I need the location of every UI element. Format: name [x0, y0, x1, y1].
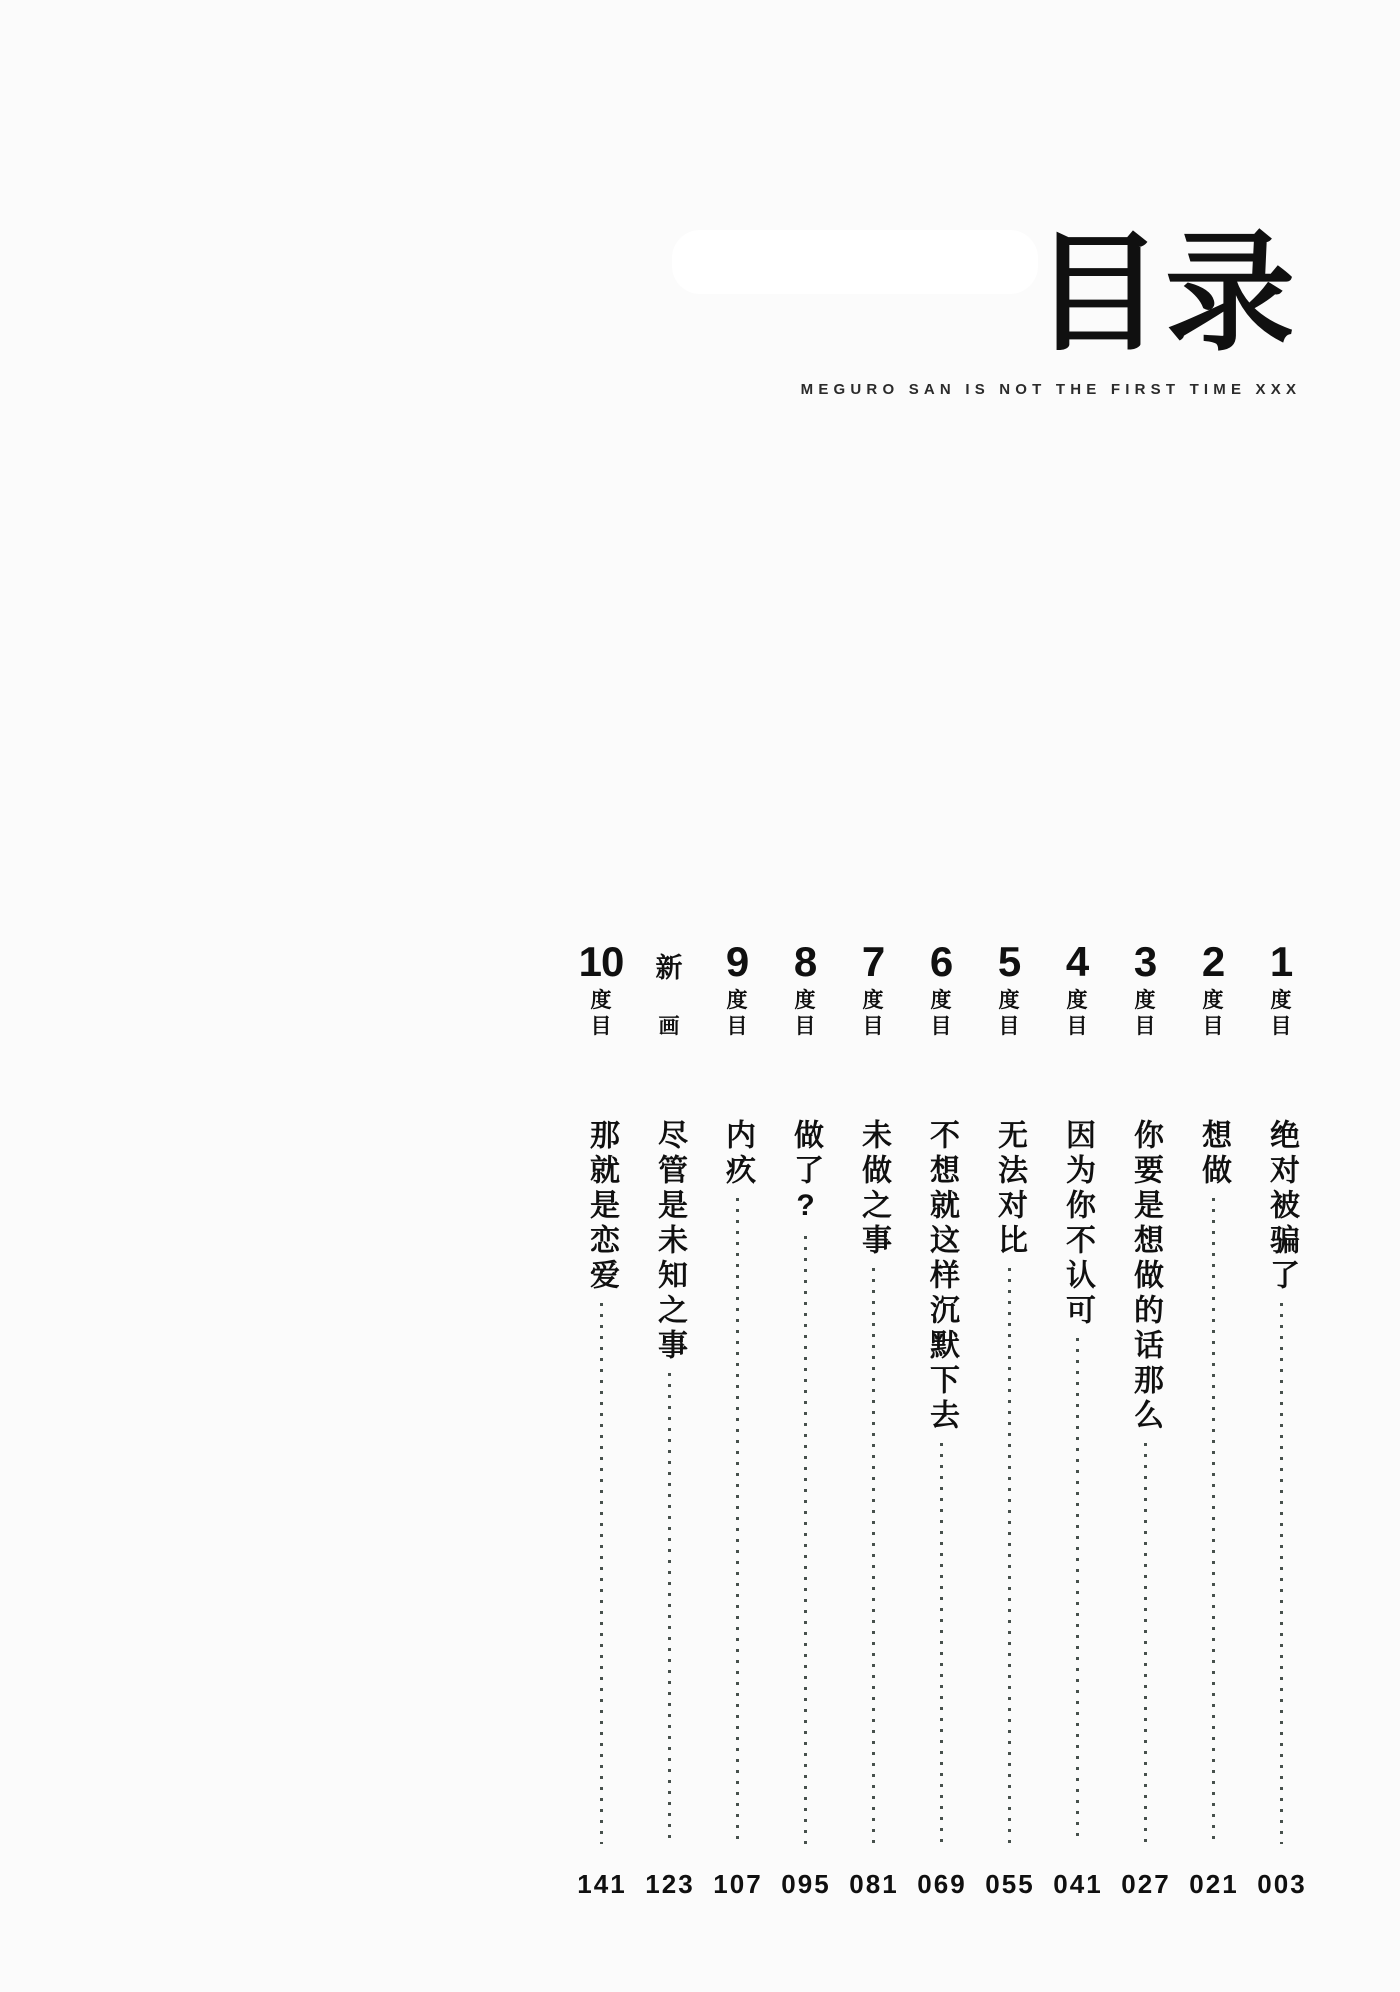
- chapter-page-number: 003: [1257, 1869, 1307, 1899]
- chapter-page-number: 027: [1121, 1869, 1171, 1899]
- page-subtitle: MEGURO SAN IS NOT THE FIRST TIME XXX: [800, 381, 1302, 398]
- chapter-number-suffix-char: 目: [1270, 1015, 1292, 1038]
- chapter-title: 绝对被骗了: [1265, 1119, 1298, 1294]
- chapter-number-suffix-char: 画: [658, 1015, 680, 1038]
- toc-columns: [567, 940, 1315, 1898]
- toc-entry: [635, 940, 703, 1898]
- dotted-leader-line: [736, 1198, 739, 1844]
- chapter-number-suffix-char: 目: [1202, 1015, 1224, 1038]
- chapter-number-suffix-char: 目: [726, 1015, 748, 1038]
- chapter-number: 新: [655, 953, 683, 983]
- dotted-leader-line: [940, 1443, 943, 1844]
- chapter-title: 尽管是未知之事: [653, 1119, 686, 1364]
- toc-entry: [567, 940, 635, 1898]
- chapter-number-suffix-char: 度: [1202, 989, 1224, 1012]
- chapter-number-suffix-char: 目: [590, 1015, 612, 1038]
- title-highlight-band: [672, 230, 1038, 294]
- chapter-title: 做了?: [789, 1119, 822, 1227]
- chapter-number-suffix-char: [659, 988, 680, 1014]
- page-title: 目录: [1032, 220, 1297, 366]
- chapter-number-suffix-char: 目: [794, 1015, 816, 1038]
- dotted-leader-line: [600, 1303, 603, 1844]
- chapter-number-suffix: [727, 988, 748, 1040]
- chapter-title: 那就是恋爱: [585, 1119, 618, 1294]
- toc-entry: [907, 940, 975, 1898]
- toc-entry: [771, 940, 839, 1898]
- chapter-number: 10: [578, 938, 624, 986]
- chapter-page-number: 141: [577, 1869, 627, 1899]
- chapter-title: 你要是想做的话那么: [1129, 1119, 1162, 1434]
- chapter-number-suffix-char: 目: [1066, 1015, 1088, 1038]
- chapter-title: 内疚: [721, 1119, 754, 1189]
- chapter-title: 想做: [1197, 1119, 1230, 1189]
- chapter-number-suffix: [931, 988, 952, 1040]
- chapter-number-suffix: [863, 988, 884, 1040]
- chapter-page-number: 123: [645, 1869, 695, 1899]
- dotted-leader-line: [1280, 1303, 1283, 1844]
- chapter-page-number: 081: [849, 1869, 899, 1899]
- chapter-title: 无法对比: [993, 1119, 1026, 1259]
- chapter-number: 1: [1269, 938, 1293, 986]
- dotted-leader-line: [668, 1373, 671, 1844]
- chapter-number-suffix: [1271, 988, 1292, 1040]
- toc-entry: [1247, 940, 1315, 1898]
- chapter-number-suffix: [999, 988, 1020, 1040]
- toc-entry: [1111, 940, 1179, 1898]
- chapter-number-suffix: [1203, 988, 1224, 1040]
- chapter-number: 6: [929, 938, 953, 986]
- chapter-title: 因为你不认可: [1061, 1119, 1094, 1329]
- chapter-number: 7: [861, 938, 885, 986]
- chapter-number-suffix: [1135, 988, 1156, 1040]
- chapter-number-suffix-char: 目: [930, 1015, 952, 1038]
- chapter-page-number: 021: [1189, 1869, 1239, 1899]
- chapter-number-suffix-char: 目: [862, 1015, 884, 1038]
- chapter-number: 3: [1133, 938, 1157, 986]
- chapter-number-suffix: [591, 988, 612, 1040]
- chapter-number-suffix-char: 度: [998, 989, 1020, 1012]
- chapter-page-number: 041: [1053, 1869, 1103, 1899]
- chapter-number-suffix: [1067, 988, 1088, 1040]
- chapter-page-number: 055: [985, 1869, 1035, 1899]
- chapter-number-suffix-char: 度: [1066, 989, 1088, 1012]
- dotted-leader-line: [1144, 1443, 1147, 1844]
- dotted-leader-line: [1212, 1198, 1215, 1844]
- chapter-number: 2: [1201, 938, 1225, 986]
- chapter-number: 8: [793, 938, 817, 986]
- chapter-page-number: 069: [917, 1869, 967, 1899]
- toc-entry: [1043, 940, 1111, 1898]
- chapter-number-suffix: [795, 988, 816, 1040]
- dotted-leader-line: [1008, 1268, 1011, 1844]
- chapter-number-suffix-char: 度: [930, 989, 952, 1012]
- chapter-number-suffix-char: 度: [590, 989, 612, 1012]
- chapter-number-suffix: [659, 988, 680, 1040]
- chapter-number-suffix-char: 度: [1270, 989, 1292, 1012]
- dotted-leader-line: [1076, 1338, 1079, 1844]
- chapter-title: 不想就这样沉默下去: [925, 1119, 958, 1434]
- chapter-number-suffix-char: 度: [1134, 989, 1156, 1012]
- chapter-title: 未做之事: [857, 1119, 890, 1259]
- chapter-page-number: 107: [713, 1869, 763, 1899]
- toc-entry: [703, 940, 771, 1898]
- chapter-page-number: 095: [781, 1869, 831, 1899]
- chapter-number-suffix-char: 度: [726, 989, 748, 1012]
- chapter-number-suffix-char: 度: [794, 989, 816, 1012]
- chapter-number-suffix-char: 度: [862, 989, 884, 1012]
- chapter-number-suffix-char: 目: [998, 1015, 1020, 1038]
- chapter-number-suffix-char: 目: [1134, 1015, 1156, 1038]
- dotted-leader-line: [872, 1268, 875, 1844]
- toc-entry: [839, 940, 907, 1898]
- chapter-number: 4: [1065, 938, 1089, 986]
- chapter-number: 5: [997, 938, 1021, 986]
- toc-entry: [975, 940, 1043, 1898]
- toc-entry: [1179, 940, 1247, 1898]
- chapter-number: 9: [725, 938, 749, 986]
- dotted-leader-line: [804, 1236, 807, 1844]
